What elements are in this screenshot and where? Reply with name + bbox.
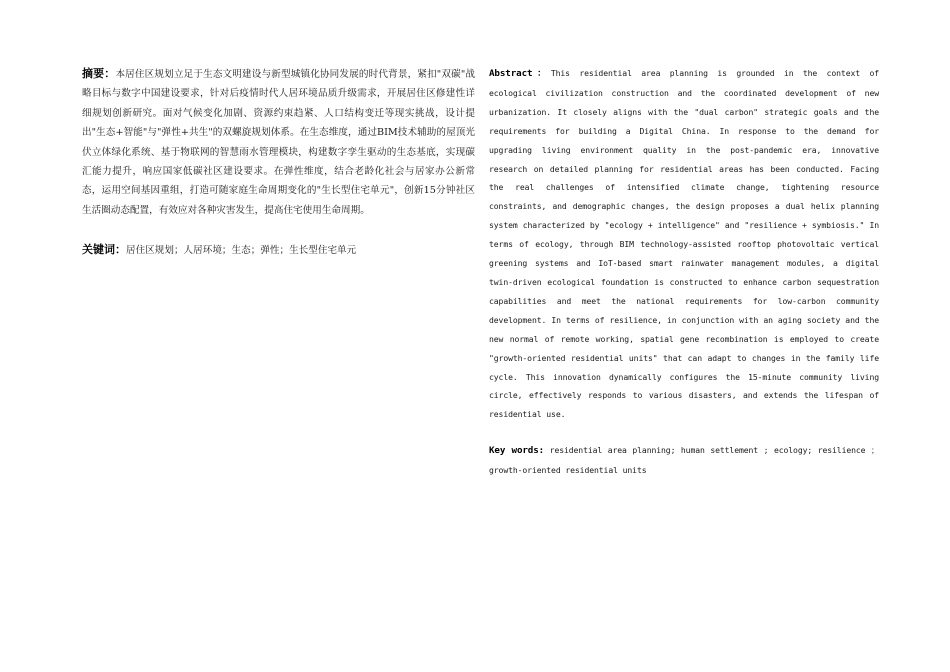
chinese-abstract-text: 本居住区规划立足于生态文明建设与新型城镇化协同发展的时代背景，紧扣"双碳"战略目标与数字中国建设要求，针对后疫情时代人居环境品质升级需求，开展居住区修建性详细规划创新研究。面对气候变化加剧、资源约束趋紧、人口结构变迁等现实挑战，设计提出"生态+智能"与"弹性+共生"的双螺旋规划体系。在生态维度，通过BIM技术辅助的屋顶光伏立体绿化系统、基于物联网的智慧雨水管理模块，构建数字孪生驱动的生态基底，实现碳汇能力提升，响应国家低碳社区建设要求。在弹性维度，结合老龄化社会与居家办公新常态，运用空间基因重组，打造可随家庭生命周期变化的"生长型住宅单元"，创新15分钟社区生活圈动态配置，有效应对各种灾害发生，提高住宅使用生命周期。: [82, 69, 475, 216]
chinese-keywords: [82, 240, 475, 260]
english-keywords-label: Key words:: [489, 445, 545, 457]
english-abstract-text: This residential area planning is grounded in the context of ecological civilization construction and the coordinated development of new urbanization. It closely aligns with the "dual carbon" strategic goals and the requirements for building a Digital China. In response to the demand for upgrading living environment quality in the post-pandemic era, innovative research on detailed planning for residential areas has been conducted. Facing the real challenges of intensified climate change, tightening resource constraints, and demographic changes, the design proposes a dual helix planning system characterized by "ecology + intelligence" and "resilience + symbiosis." In terms of ecology, through BIM technology-assisted rooftop photovoltaic vertical greening systems and IoT-based smart rainwater management modules, a digital twin-driven ecological foundation is constructed to enhance carbon sequestration capabilities and meet the national requirements for low-carbon community development. In terms of resilience, in conjunction with an aging society and the new normal of remote working, spatial gene recombination is employed to create "growth-oriented residential units" that can adapt to changes in the family life cycle. This innovation dynamically configures the 15-minute community living circle, effectively responds to various disasters, and extends the lifespan of residential use.: [489, 68, 879, 420]
english-column: [489, 64, 879, 480]
english-abstract: [489, 64, 879, 424]
english-abstract-label: Abstract：: [489, 68, 551, 79]
chinese-abstract: [82, 64, 475, 220]
english-keywords-text: residential area planning; human settlement ; ecology; resilience ；growth-oriented residential units: [489, 445, 879, 476]
chinese-abstract-label: 摘要：: [82, 67, 116, 80]
chinese-keywords-text: 居住区规划；人居环境；生态；弹性；生长型住宅单元: [126, 245, 357, 257]
english-keywords: [489, 441, 879, 480]
chinese-keywords-label: 关键词：: [82, 243, 126, 257]
chinese-column: [82, 64, 475, 261]
